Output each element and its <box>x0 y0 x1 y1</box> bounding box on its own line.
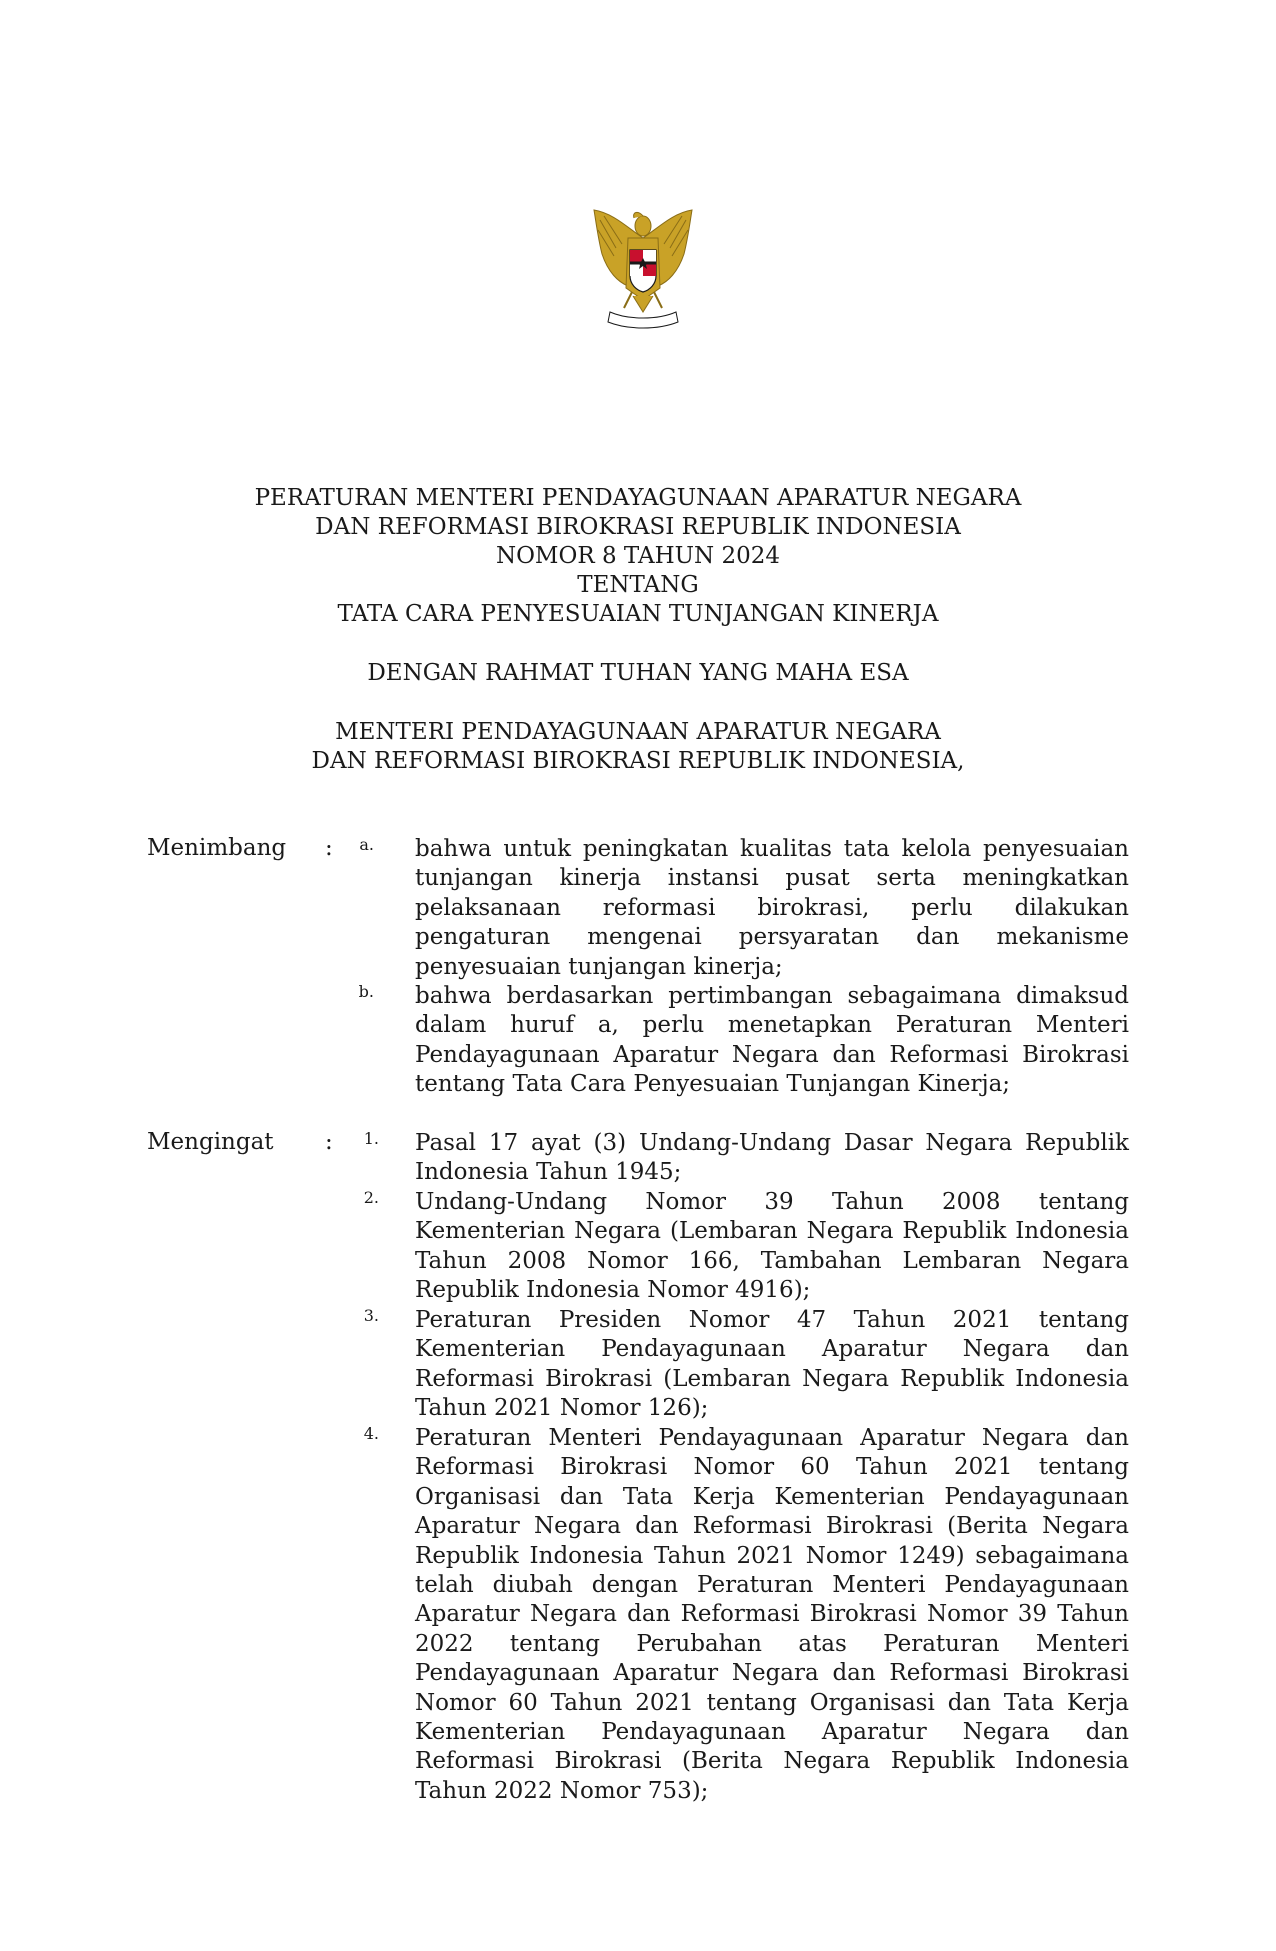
item-marker: 2. <box>363 1188 379 1207</box>
regulation-number: NOMOR 8 TAHUN 2024 <box>495 543 781 569</box>
heading-line: PERATURAN MENTERI PENDAYAGUNAAN APARATUR NEGARA <box>254 485 1022 511</box>
item-text: bahwa berdasarkan pertimbangan sebagaimana dimaksud dalam huruf a, perlu menetapkan Peraturan Menteri Pendayagunaan Aparatur Negara dan Reformasi Birokrasi tentang Tata Cara Penyesuaian Tunjangan Kinerja; <box>415 983 1129 1098</box>
item-marker: a. <box>359 835 374 854</box>
heading-line: DAN REFORMASI BIROKRASI REPUBLIK INDONESIA <box>315 514 961 540</box>
item-marker: 3. <box>363 1306 379 1325</box>
item-text: Peraturan Menteri Pendayagunaan Aparatur Negara dan Reformasi Birokrasi Nomor 60 Tahun 2021 tentang Organisasi dan Tata Kerja Kementerian Pendayagunaan Aparatur Negara dan Reformasi Birokrasi (Berita Negara Republik Indonesia Tahun 2021 Nomor 1249) sebagaimana telah diubah dengan Peraturan Menteri Pendayagunaan Aparatur Negara dan Reformasi Birokrasi Nomor 39 Tahun 2022 tentang Perubahan atas Peraturan Menteri Pendayagunaan Aparatur Negara dan Reformasi Birokrasi Nomor 60 Tahun 2021 tentang Organisasi dan Tata Kerja Kementerian Pendayagunaan Aparatur Negara dan Reformasi Birokrasi (Berita Negara Republik Indonesia Tahun 2022 Nomor 753); <box>415 1425 1129 1804</box>
colon: : <box>325 1129 333 1155</box>
item-text: bahwa untuk peningkatan kualitas tata kelola penyesuaian tunjangan kinerja instansi pusat serta meningkatkan pelaksanaan reformasi birokrasi, perlu dilakukan pengaturan mengenai persyaratan dan mekanisme penyesuaian tunjangan kinerja; <box>415 836 1129 980</box>
item-marker: 4. <box>363 1424 379 1443</box>
menimbang-label: Menimbang <box>147 835 287 861</box>
heading-line: TENTANG <box>577 572 699 598</box>
item-text: Pasal 17 ayat (3) Undang-Undang Dasar Negara Republik Indonesia Tahun 1945; <box>415 1130 1129 1186</box>
item-text: Undang-Undang Nomor 39 Tahun 2008 tentang Kementerian Negara (Lembaran Negara Republik Indonesia Tahun 2008 Nomor 166, Tambahan Lembaran Negara Republik Indonesia Nomor 4916); <box>415 1189 1129 1304</box>
item-text: Peraturan Presiden Nomor 47 Tahun 2021 tentang Kementerian Pendayagunaan Aparatur Negara dan Reformasi Birokrasi (Lembaran Negara Republik Indonesia Tahun 2021 Nomor 126); <box>415 1307 1129 1422</box>
minister-title <box>0 718 1276 776</box>
regulation-subject: TATA CARA PENYESUAIAN TUNJANGAN KINERJA <box>337 601 939 627</box>
minister-line: DAN REFORMASI BIROKRASI REPUBLIK INDONESIA, <box>311 748 965 774</box>
regulation-heading <box>0 484 1276 629</box>
colon: : <box>325 835 333 861</box>
item-marker: 1. <box>363 1129 379 1148</box>
minister-line: MENTERI PENDAYAGUNAAN APARATUR NEGARA <box>335 719 941 745</box>
blessing-line: DENGAN RAHMAT TUHAN YANG MAHA ESA <box>367 660 909 686</box>
mengingat-label: Mengingat <box>147 1129 274 1155</box>
item-marker: b. <box>358 982 374 1001</box>
garuda-pancasila-emblem <box>588 208 698 332</box>
